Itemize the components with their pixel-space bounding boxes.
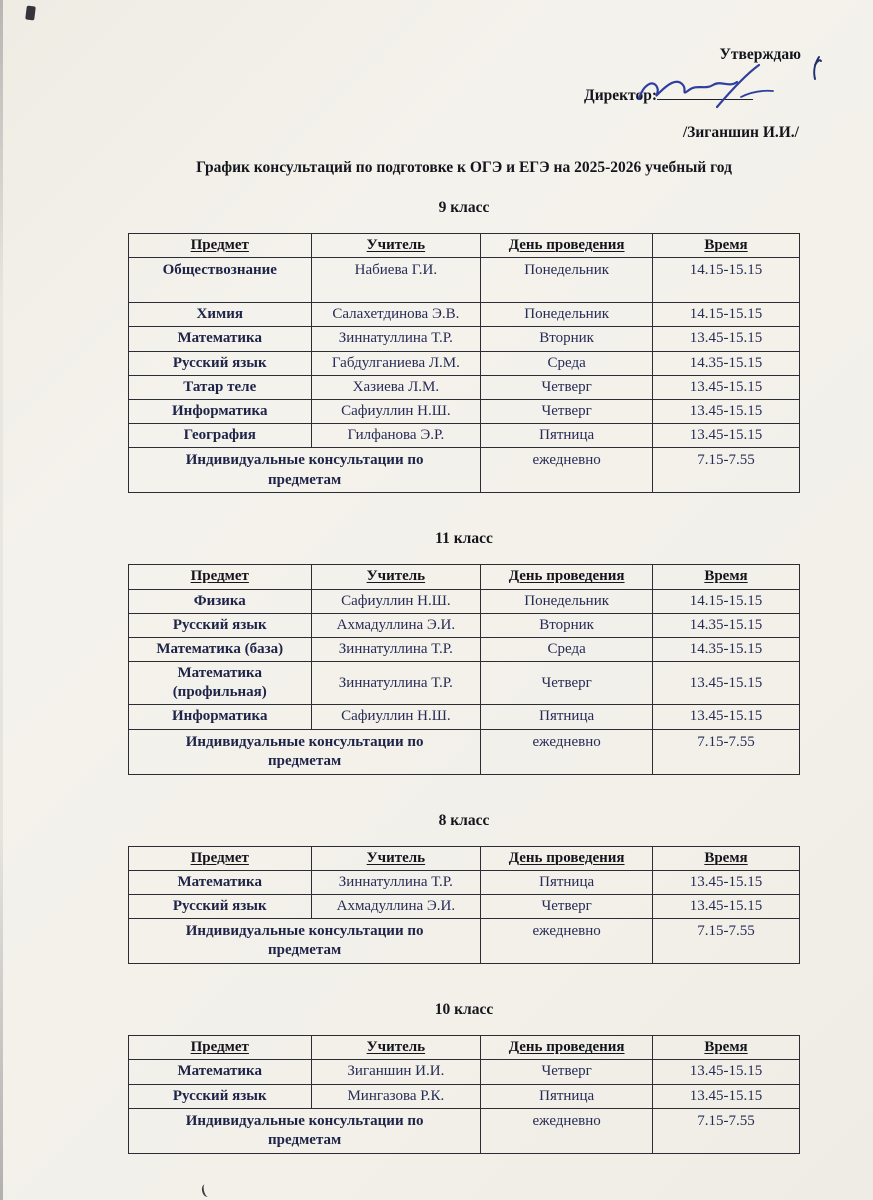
schedule-table bbox=[128, 846, 800, 965]
table-row bbox=[129, 1060, 800, 1084]
column-header: Время bbox=[653, 846, 800, 870]
consultations-day-cell: ежедневно bbox=[481, 1108, 653, 1153]
teacher-cell: Сафиуллин Н.Ш. bbox=[311, 399, 481, 423]
teacher-cell: Салахетдинова Э.В. bbox=[311, 303, 481, 327]
consultations-label-cell: Индивидуальные консультации по предметам bbox=[129, 919, 481, 964]
subject-cell: География bbox=[129, 424, 312, 448]
document-content bbox=[128, 159, 800, 1154]
column-header: Предмет bbox=[129, 846, 312, 870]
column-header: Предмет bbox=[129, 565, 312, 589]
day-cell: Среда bbox=[481, 351, 653, 375]
column-header: Предмет bbox=[129, 1036, 312, 1060]
pen-mark-icon bbox=[807, 55, 823, 81]
subject-cell: Физика bbox=[129, 589, 312, 613]
day-cell: Пятница bbox=[481, 870, 653, 894]
individual-consultations-row bbox=[129, 448, 800, 493]
time-cell: 13.45-15.15 bbox=[653, 870, 800, 894]
time-cell: 13.45-15.15 bbox=[653, 375, 800, 399]
section-heading: 10 класс bbox=[434, 1001, 494, 1019]
teacher-cell: Зиннатуллина Т.Р. bbox=[311, 870, 481, 894]
header-row bbox=[129, 234, 800, 258]
day-cell: Четверг bbox=[481, 1060, 653, 1084]
teacher-cell: Сафиуллин Н.Ш. bbox=[311, 589, 481, 613]
approve-label: Утверждаю bbox=[719, 46, 801, 63]
column-header: Учитель bbox=[311, 234, 481, 258]
section-heading: 11 класс bbox=[435, 530, 493, 548]
subject-cell: Татар теле bbox=[129, 375, 312, 399]
day-cell: Четверг bbox=[481, 662, 653, 705]
signature-line bbox=[657, 85, 753, 100]
consultations-day-cell: ежедневно bbox=[481, 729, 653, 774]
scan-artifact bbox=[201, 1183, 213, 1198]
schedule-table bbox=[128, 564, 800, 774]
sections bbox=[128, 199, 800, 1154]
subject-cell: Математика bbox=[129, 1060, 312, 1084]
subject-cell: Математика bbox=[129, 870, 312, 894]
teacher-cell: Зиннатуллина Т.Р. bbox=[311, 327, 481, 351]
time-cell: 13.45-15.15 bbox=[653, 705, 800, 729]
day-cell: Четверг bbox=[481, 895, 653, 919]
schedule-table bbox=[128, 1035, 800, 1154]
time-cell: 13.45-15.15 bbox=[653, 424, 800, 448]
column-header: День проведения bbox=[481, 565, 653, 589]
director-name: /Зиганшин И.И./ bbox=[682, 124, 799, 141]
time-cell: 13.45-15.15 bbox=[653, 1060, 800, 1084]
consultations-label-cell: Индивидуальные консультации по предметам bbox=[129, 448, 481, 493]
individual-consultations-row bbox=[129, 919, 800, 964]
teacher-cell: Зиганшин И.И. bbox=[311, 1060, 481, 1084]
time-cell: 13.45-15.15 bbox=[653, 662, 800, 705]
table-row bbox=[129, 895, 800, 919]
teacher-cell: Гилфанова Э.Р. bbox=[311, 424, 481, 448]
day-cell: Четверг bbox=[481, 375, 653, 399]
table-row bbox=[129, 424, 800, 448]
individual-consultations-row bbox=[129, 729, 800, 774]
column-header: Учитель bbox=[311, 1036, 481, 1060]
day-cell: Понедельник bbox=[481, 303, 653, 327]
time-cell: 14.15-15.15 bbox=[653, 589, 800, 613]
consultations-label-cell: Индивидуальные консультации по предметам bbox=[129, 729, 481, 774]
consultations-time-cell: 7.15-7.55 bbox=[653, 919, 800, 964]
subject-cell: Русский язык bbox=[129, 351, 312, 375]
subject-cell: Математика (база) bbox=[129, 637, 312, 661]
day-cell: Пятница bbox=[481, 705, 653, 729]
day-cell: Среда bbox=[481, 637, 653, 661]
day-cell: Понедельник bbox=[481, 258, 653, 303]
time-cell: 13.45-15.15 bbox=[653, 327, 800, 351]
header-row bbox=[129, 1036, 800, 1060]
column-header: Предмет bbox=[129, 234, 312, 258]
subject-cell: Информатика bbox=[129, 399, 312, 423]
section-heading: 9 класс bbox=[438, 199, 490, 216]
column-header: Время bbox=[653, 234, 800, 258]
subject-cell: Химия bbox=[129, 303, 312, 327]
class-section bbox=[128, 199, 800, 493]
schedule-table bbox=[128, 233, 800, 493]
table-row bbox=[129, 258, 800, 303]
teacher-cell: Хазиева Л.М. bbox=[311, 375, 481, 399]
day-cell: Пятница bbox=[481, 1084, 653, 1108]
table-row bbox=[129, 705, 800, 729]
individual-consultations-row bbox=[129, 1108, 800, 1153]
section-heading: 8 класс bbox=[438, 811, 490, 829]
column-header: День проведения bbox=[481, 234, 653, 258]
column-header: Время bbox=[653, 1036, 800, 1060]
subject-cell: Математика (профильная) bbox=[129, 662, 312, 705]
column-header: Время bbox=[653, 565, 800, 589]
table-row bbox=[129, 589, 800, 613]
subject-cell: Русский язык bbox=[129, 1084, 312, 1108]
table-body bbox=[129, 870, 800, 963]
consultations-label-cell: Индивидуальные консультации по предметам bbox=[129, 1108, 481, 1153]
teacher-cell: Габдулганиева Л.М. bbox=[311, 351, 481, 375]
column-header: Учитель bbox=[311, 565, 481, 589]
column-header: День проведения bbox=[481, 846, 653, 870]
day-cell: Пятница bbox=[481, 424, 653, 448]
director-line bbox=[0, 85, 809, 105]
teacher-cell: Набиева Г.И. bbox=[311, 258, 481, 303]
class-section bbox=[128, 812, 800, 965]
table-body bbox=[129, 258, 800, 493]
consultations-day-cell: ежедневно bbox=[481, 919, 653, 964]
time-cell: 13.45-15.15 bbox=[653, 399, 800, 423]
scan-edge-shadow bbox=[0, 0, 3, 1200]
column-header: День проведения bbox=[481, 1036, 653, 1060]
teacher-cell: Зиннатуллина Т.Р. bbox=[311, 637, 481, 661]
subject-cell: Русский язык bbox=[129, 613, 312, 637]
table-row bbox=[129, 1084, 800, 1108]
director-label: Директор: bbox=[584, 87, 657, 104]
table-row bbox=[129, 327, 800, 351]
time-cell: 13.45-15.15 bbox=[653, 1084, 800, 1108]
header-row bbox=[129, 846, 800, 870]
table-row bbox=[129, 351, 800, 375]
day-cell: Вторник bbox=[481, 327, 653, 351]
day-cell: Вторник bbox=[481, 613, 653, 637]
time-cell: 13.45-15.15 bbox=[653, 895, 800, 919]
table-row bbox=[129, 637, 800, 661]
time-cell: 14.15-15.15 bbox=[653, 258, 800, 303]
consultations-time-cell: 7.15-7.55 bbox=[653, 448, 800, 493]
class-section bbox=[128, 1001, 800, 1154]
consultations-time-cell: 7.15-7.55 bbox=[653, 729, 800, 774]
table-body bbox=[129, 589, 800, 774]
day-cell: Понедельник bbox=[481, 589, 653, 613]
column-header: Учитель bbox=[311, 846, 481, 870]
teacher-cell: Мингазова Р.К. bbox=[311, 1084, 481, 1108]
table-row bbox=[129, 613, 800, 637]
header-row bbox=[129, 565, 800, 589]
consultations-day-cell: ежедневно bbox=[481, 448, 653, 493]
subject-cell: Математика bbox=[129, 327, 312, 351]
scan-artifact bbox=[25, 6, 36, 21]
document-title: График консультаций по подготовке к ОГЭ и ЕГЭ на 2025-2026 учебный год bbox=[196, 159, 732, 176]
table-row bbox=[129, 303, 800, 327]
table-row bbox=[129, 870, 800, 894]
consultations-time-cell: 7.15-7.55 bbox=[653, 1108, 800, 1153]
teacher-cell: Сафиуллин Н.Ш. bbox=[311, 705, 481, 729]
approval-block bbox=[0, 46, 873, 142]
teacher-cell: Ахмадуллина Э.И. bbox=[311, 613, 481, 637]
subject-cell: Обществознание bbox=[129, 258, 312, 303]
table-row bbox=[129, 399, 800, 423]
subject-cell: Информатика bbox=[129, 705, 312, 729]
teacher-cell: Ахмадуллина Э.И. bbox=[311, 895, 481, 919]
director-signature-icon bbox=[633, 61, 783, 115]
subject-cell: Русский язык bbox=[129, 895, 312, 919]
time-cell: 14.35-15.15 bbox=[653, 613, 800, 637]
table-body bbox=[129, 1060, 800, 1153]
day-cell: Четверг bbox=[481, 399, 653, 423]
time-cell: 14.35-15.15 bbox=[653, 637, 800, 661]
time-cell: 14.15-15.15 bbox=[653, 303, 800, 327]
table-row bbox=[129, 375, 800, 399]
class-section bbox=[128, 530, 800, 774]
table-row bbox=[129, 662, 800, 705]
teacher-cell: Зиннатуллина Т.Р. bbox=[311, 662, 481, 705]
time-cell: 14.35-15.15 bbox=[653, 351, 800, 375]
